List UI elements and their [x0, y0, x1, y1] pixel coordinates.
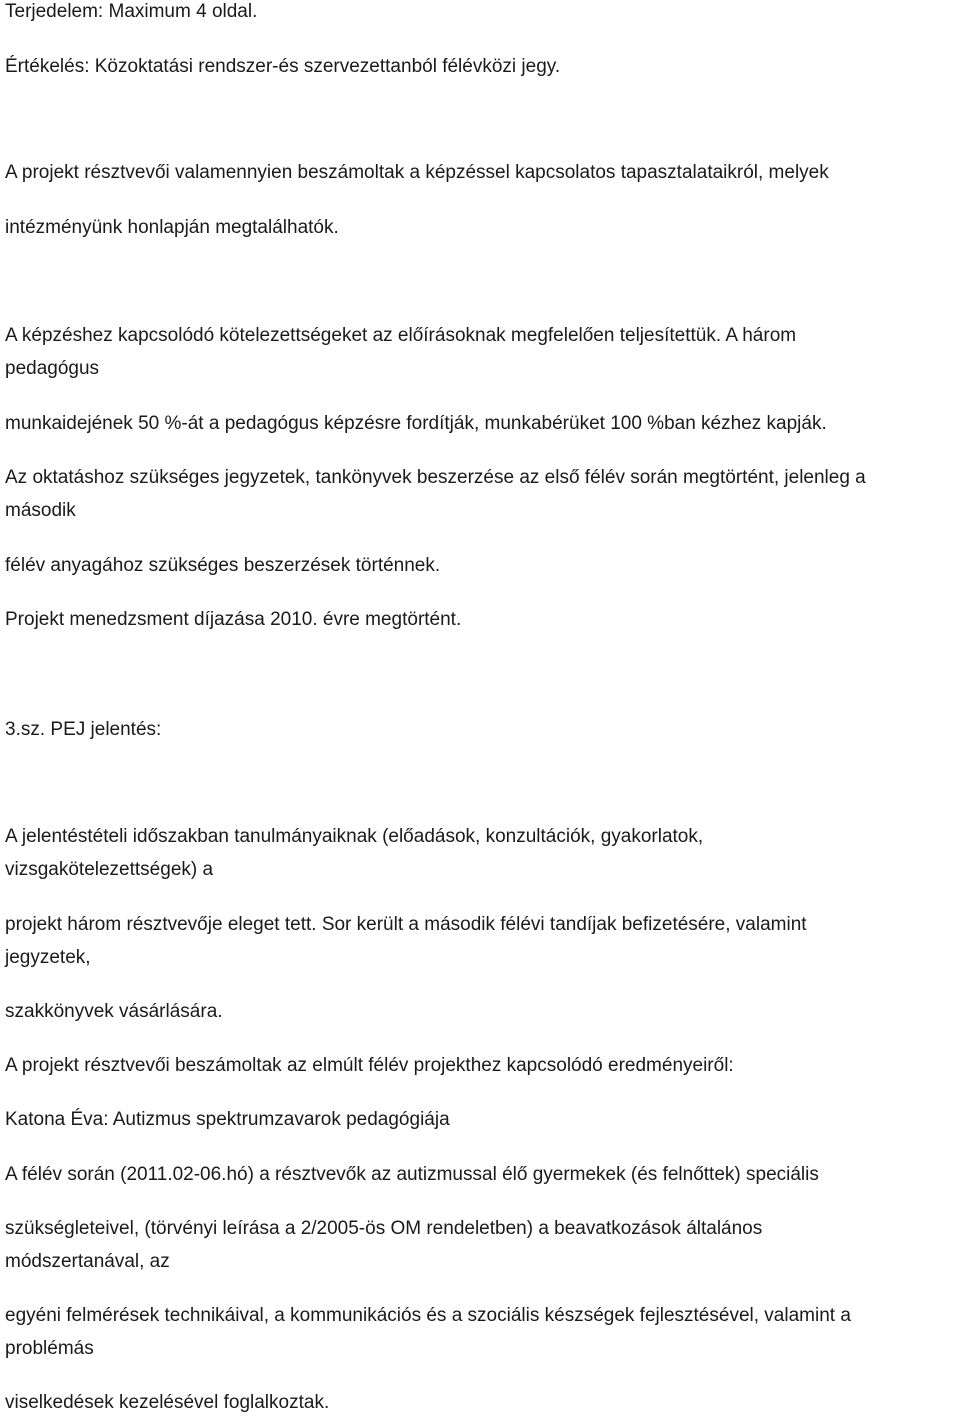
text-line: félév anyagához szükséges beszerzések történnek. [5, 555, 441, 576]
text-line: módszertanával, az [5, 1251, 170, 1272]
text-line: második [5, 500, 76, 521]
text-line: A félév során (2011.02-06.hó) a résztvevők az autizmussal élő gyermekek (és felnőttek) speciális [5, 1164, 819, 1185]
text-line: A projekt résztvevői valamennyien beszámoltak a képzéssel kapcsolatos tapasztalataikról, melyek [5, 162, 829, 183]
text-line: A projekt résztvevői beszámoltak az elmúlt félév projekthez kapcsolódó eredményeiről: [5, 1055, 734, 1076]
text-line: Az oktatáshoz szükséges jegyzetek, tankönyvek beszerzése az első félév során megtörtént, jelenleg a [5, 467, 866, 488]
text-line: viselkedések kezelésével foglalkoztak. [5, 1392, 330, 1413]
text-line: szakkönyvek vásárlására. [5, 1001, 223, 1022]
text-line: egyéni felmérések technikáival, a kommunikációs és a szociális készségek fejlesztésével, valamint a [5, 1305, 851, 1326]
text-line: szükségleteivel, (törvényi leírása a 2/2005-ös OM rendeletben) a beavatkozások általános [5, 1218, 763, 1239]
section-heading: 3.sz. PEJ jelentés: [5, 719, 162, 740]
text-line: Terjedelem: Maximum 4 oldal. [5, 1, 258, 22]
text-line: problémás [5, 1338, 94, 1359]
text-line: jegyzetek, [5, 947, 91, 968]
text-line: Projekt menedzsment díjazása 2010. évre megtörtént. [5, 609, 462, 630]
text-line: A képzéshez kapcsolódó kötelezettségeket az előírásoknak megfelelően teljesítettük. A három [5, 325, 797, 346]
text-line: projekt három résztvevője eleget tett. Sor került a második félévi tandíjak befizetésére, valamint [5, 914, 807, 935]
text-line: intézményünk honlapján megtalálhatók. [5, 217, 339, 238]
text-line: Katona Éva: Autizmus spektrumzavarok pedagógiája [5, 1109, 450, 1130]
text-line: Értékelés: Közoktatási rendszer-és szervezettanból félévközi jegy. [5, 56, 561, 77]
text-line: A jelentéstételi időszakban tanulmányaiknak (előadások, konzultációk, gyakorlatok, [5, 826, 704, 847]
text-line: munkaidejének 50 %-át a pedagógus képzésre fordítják, munkabérüket 100 %ban kézhez kapják. [5, 413, 827, 434]
text-line: pedagógus [5, 358, 100, 379]
text-line: vizsgakötelezettségek) a [5, 859, 214, 880]
